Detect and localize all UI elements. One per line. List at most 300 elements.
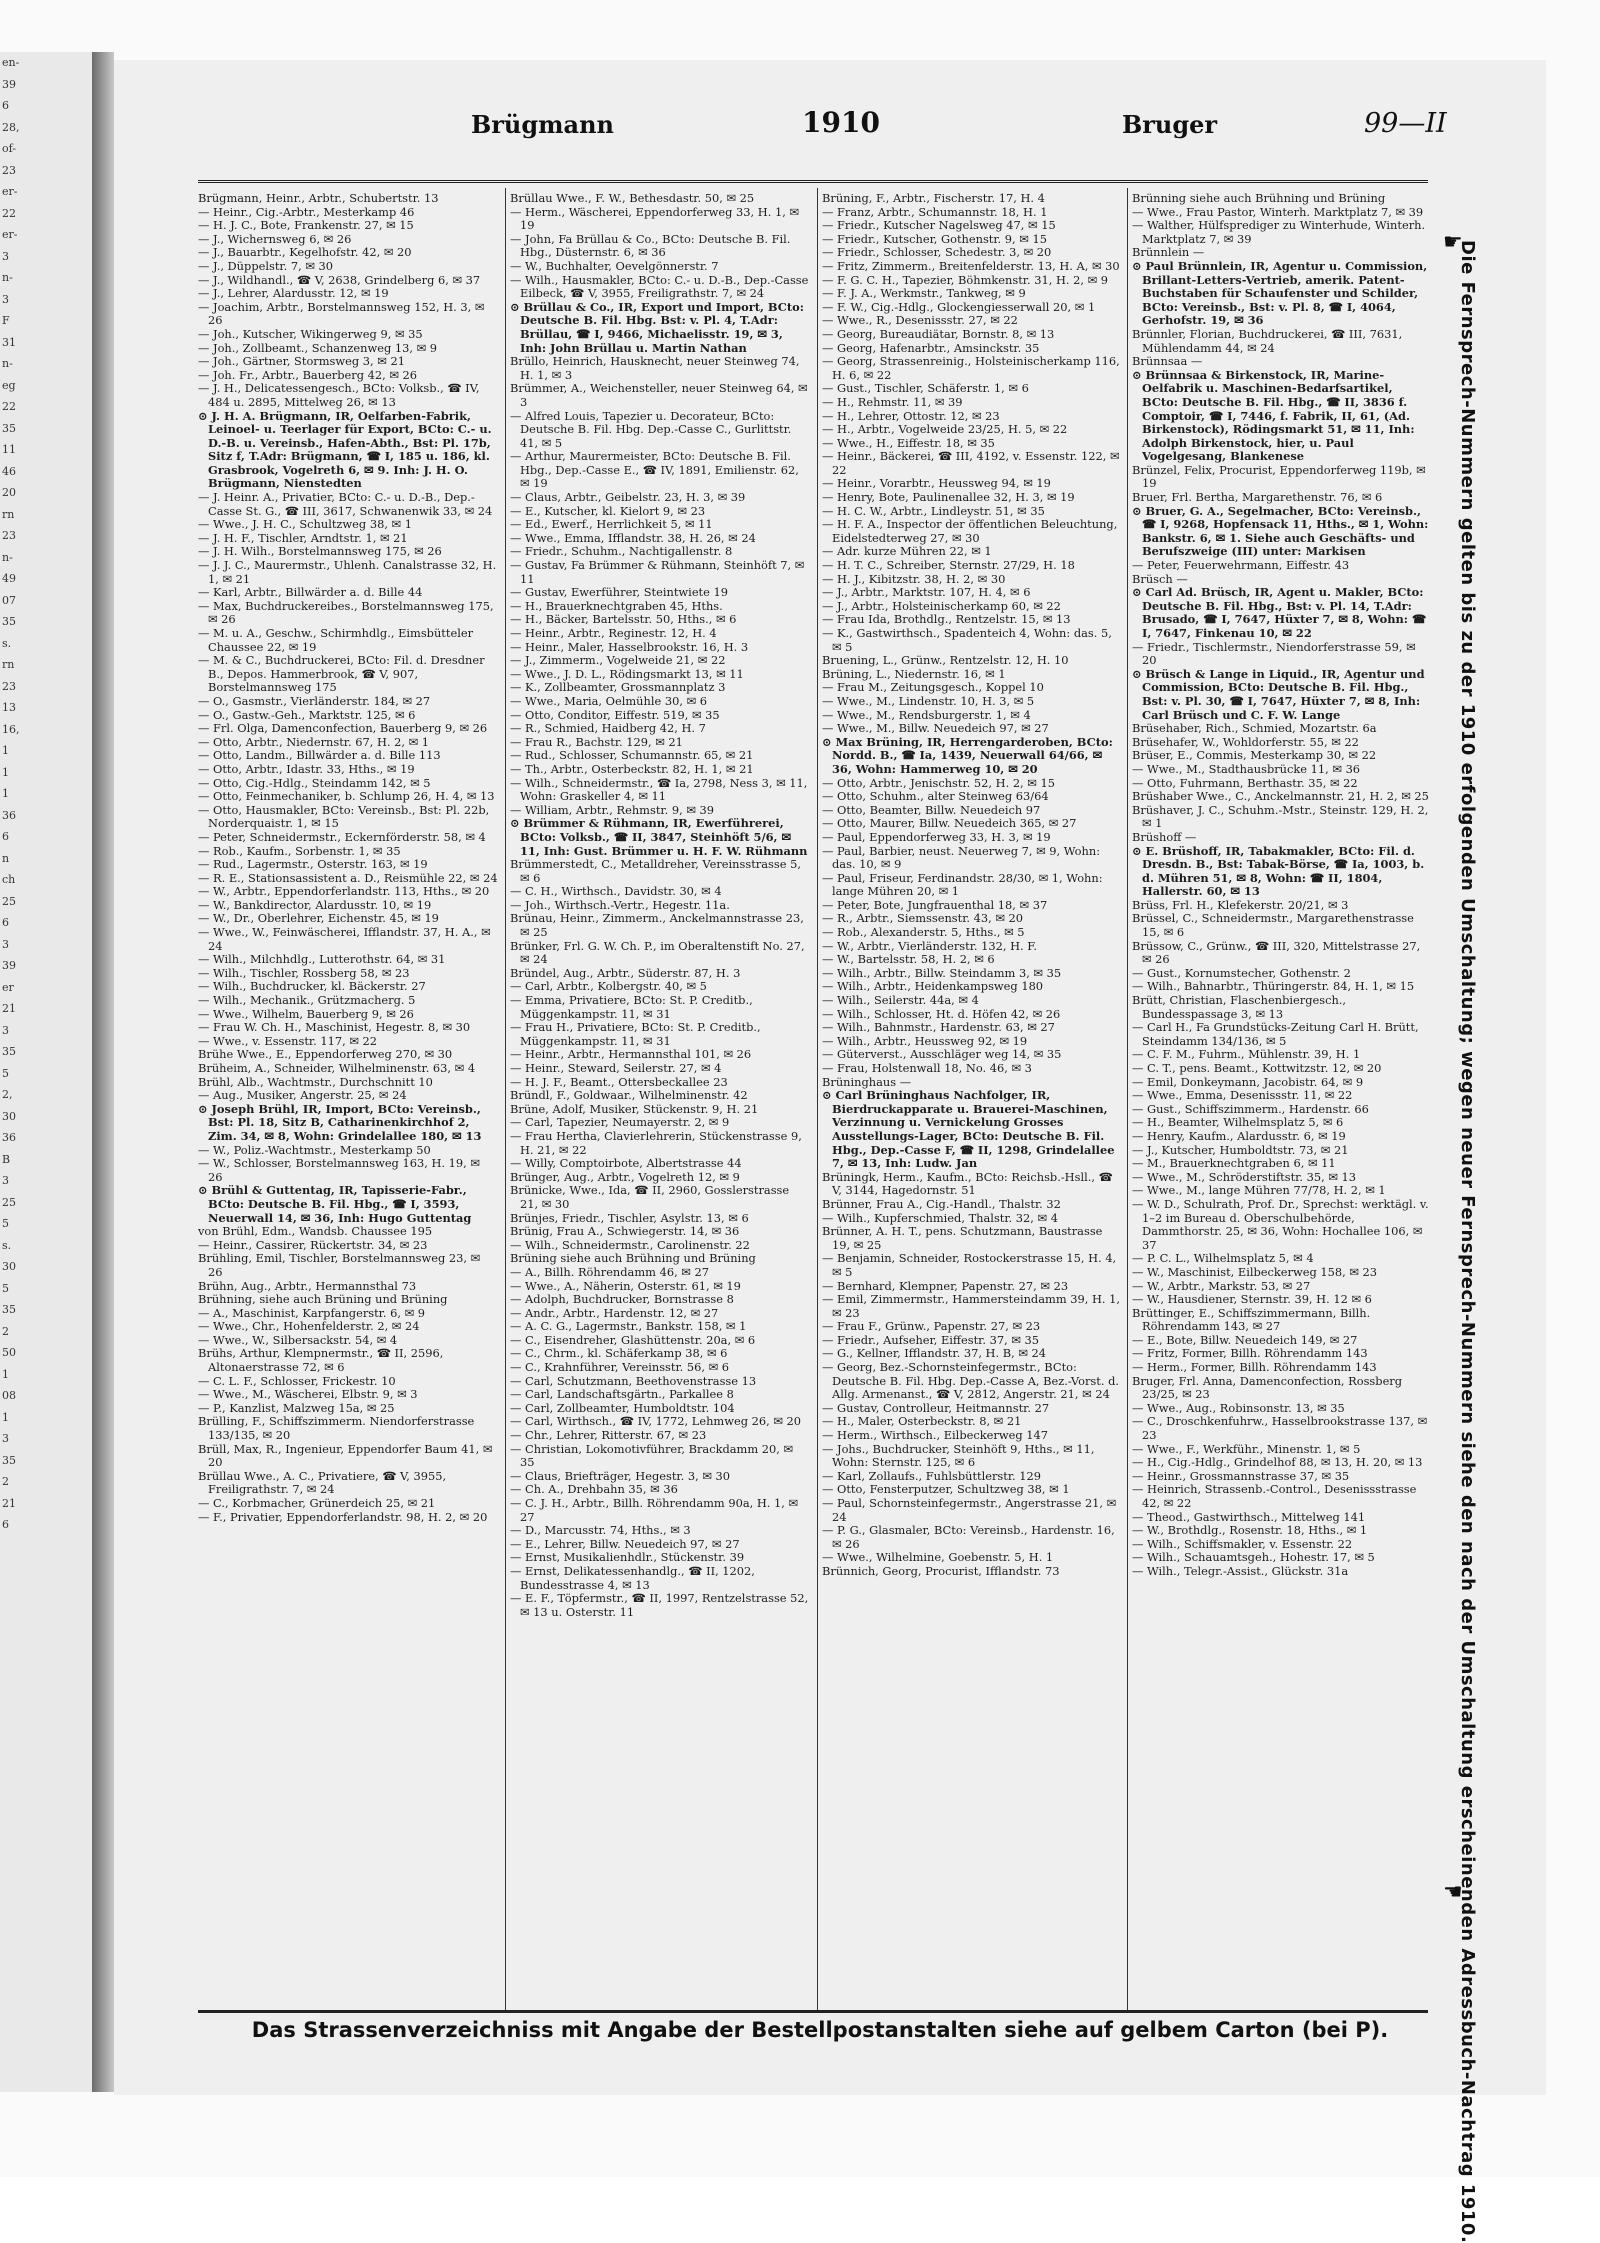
directory-entry: — Adolph, Buchdrucker, Bornstrasse 8 [510,1292,734,1307]
header-year: 1910 [802,106,880,139]
directory-entry: — Emma, Privatiere, BCto: St. P. Creditb., Müggenkampstr. 11, ✉ 31 [510,993,753,1021]
directory-entry: — Wwe., M., Stadthausbrücke 11, ✉ 36 [1132,761,1361,776]
directory-entry: — Friedr., Aufseher, Eiffestr. 37, ✉ 35 [822,1332,1040,1347]
directory-entry: — K., Zollbeamter, Grossmannplatz 3 [510,680,726,695]
margin-fragment: 5 [2,1066,9,1080]
margin-fragment: 1 [2,744,9,757]
directory-entry: Brüssel, C., Schneidermstr., Margarethenstrasse 15, ✉ 6 [1132,911,1414,940]
footer-rule [198,2010,1428,2013]
directory-entry: — H., Rehmstr. 11, ✉ 39 [822,394,963,409]
directory-entry: — Carl, Arbtr., Kolbergstr. 40, ✉ 5 [510,979,707,994]
directory-entry: — Otto, Feinmechaniker, b. Schlump 26, H. 4, ✉ 13 [198,789,495,804]
margin-fragment: n- [2,357,13,370]
directory-entry: — Wilh., Mechanik., Grützmacherg. 5 [198,993,416,1008]
directory-entry: — Wilh., Schneidermstr., ☎ Ia, 2798, Ness 3, ✉ 11, Wohn: Graskeller 4, ✉ 11 [510,775,808,804]
directory-entry: Brüshaver, J. C., Schuhm.-Mstr., Steinstr. 129, H. 2, ✉ 1 [1132,802,1429,831]
margin-fragment: 6 [2,1518,9,1531]
directory-entry: Brühn, Aug., Arbtr., Hermannsthal 73 [198,1278,417,1293]
directory-entry: — H., Beamter, Wilhelmsplatz 5, ✉ 6 [1132,1115,1344,1130]
directory-entry: — Gust., Schiffszimmerm., Hardenstr. 66 [1132,1101,1369,1116]
directory-entry: — Karl, Zollaufs., Fuhlsbüttlerstr. 129 [822,1468,1042,1483]
directory-entry: — Ch. A., Drehbahn 35, ✉ 36 [510,1482,678,1497]
directory-entry: — Gust., Tischler, Schäferstr. 1, ✉ 6 [822,381,1029,396]
directory-entry: — Ernst, Musikalienhdlr., Stückenstr. 39 [510,1550,745,1565]
directory-entry: — Wwe., Wilhelmine, Goebenstr. 5, H. 1 [822,1550,1054,1565]
directory-entry: — Carl, Schutzmann, Beethovenstrasse 13 [510,1373,757,1388]
directory-entry: — Heinr., Arbtr., Reginestr. 12, H. 4 [510,626,717,640]
directory-entry: — P. C. L., Wilhelmsplatz 5, ✉ 4 [1132,1251,1314,1266]
directory-entry: — F., Privatier, Eppendorferlandstr. 98, H. 2, ✉ 20 [198,1509,488,1524]
directory-entry: ⊙ Max Brüning, IR, Herrengarderoben, BCto: Nordd. B., ☎ Ia, 1439, Neuerwall 64/66, ✉ 36, Wohn: Hammerweg 10, ✉ 20 [822,734,1113,776]
directory-entry: — Wilh., Schiffsmakler, v. Essenstr. 22 [1132,1536,1353,1551]
directory-entry: ⊙ Brünnsaa & Birkenstock, IR, Marine-Oelfabrik u. Maschinen-Bedarfsartikel, BCto: Deutsche B. Fil. Hbg., ☎ II, 3836 f. Comptoir, ☎ I, 7446, f. Fabrik, II, 61, (Ad. Birkenstock), Rödingsmarkt 51, ✉ 11, Inh: Adolph Birkenstock, hier, u. Paul Vogelgesang, Blankenese [1132,367,1415,464]
directory-column-3 [822,192,1122,2182]
pointing-hand-icon: ☛ [1443,230,1463,255]
directory-entry: Brünicke, Wwe., Ida, ☎ II, 2960, Gosslerstrasse 21, ✉ 30 [510,1183,790,1211]
directory-entry: — C., Chrm., kl. Schäferkamp 38, ✉ 6 [510,1346,728,1361]
directory-entry: — Wilh., Milchhdlg., Lutterothstr. 64, ✉ 31 [198,952,446,967]
pointing-hand-icon: ☚ [1443,1880,1463,1905]
margin-fragment: 5 [2,1281,9,1295]
directory-entry: — Frau M., Zeitungsgesch., Koppel 10 [822,680,1044,695]
directory-entry: — Franz, Arbtr., Schumannstr. 18, H. 1 [822,204,1048,219]
directory-entry: — Heinr., Bäckerei, ☎ III, 4192, v. Essenstr. 122, ✉ 22 [822,449,1120,477]
directory-entry: — J., Lehrer, Alardusstr. 12, ✉ 19 [198,286,389,301]
margin-fragment: 50 [2,1346,16,1359]
directory-entry: — J. Heinr. A., Privatier, BCto: C.- u. D.-B., Dep.-Casse St. G., ☎ III, 3617, Schwanenwik 33, ✉ 24 [198,490,493,518]
column-divider [1127,188,1128,2010]
directory-entry: — Heinr., Cig.-Arbtr., Mesterkamp 46 [198,204,415,219]
directory-entry: — Wwe., H., Eiffestr. 18, ✉ 35 [822,435,995,450]
directory-entry: — J., Bauarbtr., Kegelhofstr. 42, ✉ 20 [198,245,412,260]
margin-fragment: 3 [2,292,9,306]
directory-entry: — H., Brauerknechtgraben 45, Hths. [510,598,723,613]
directory-entry: — Joh., Zollbeamt., Schanzenweg 13, ✉ 9 [198,340,438,355]
directory-entry: — Joh., Wirthsch.-Vertr., Hegestr. 11a. [510,897,730,912]
directory-entry: — D., Marcusstr. 74, Hths., ✉ 3 [510,1523,691,1538]
margin-fragment: 6 [2,99,9,112]
directory-entry: — Emil, Zimmermstr., Hammersteindamm 39, H. 1, ✉ 23 [822,1292,1121,1320]
directory-entry: — Th., Arbtr., Osterbeckstr. 82, H. 1, ✉ 21 [510,761,754,776]
directory-entry: — Wilh., Bahnarbtr., Thüringerstr. 84, H. 1, ✉ 15 [1132,979,1415,994]
directory-entry: Brühs, Arthur, Klempnermstr., ☎ II, 2596, Altonaerstrasse 72, ✉ 6 [198,1346,444,1375]
directory-entry: Brüser, E., Commis, Mesterkamp 30, ✉ 22 [1132,748,1377,763]
margin-fragment: 35 [2,1453,16,1467]
margin-fragment: s. [2,1238,12,1252]
directory-entry: — Paul, Eppendorferweg 33, H. 3, ✉ 19 [822,829,1051,844]
directory-entry: — Wwe., M., lange Mühren 77/78, H. 2, ✉ 1 [1132,1183,1386,1198]
directory-entry: Brünnsaa — [1132,354,1203,369]
directory-entry: — A. C. G., Lagermstr., Bankstr. 158, ✉ 1 [510,1319,747,1334]
margin-fragment: 6 [2,830,9,843]
directory-entry: ⊙ Carl Brüninghaus Nachfolger, IR, Bierdruckapparate u. Brauerei-Maschinen, Verzinnung u. Vernickelung Grosses Ausstellungs-Lager, BCto: Deutsche B. Fil. Hbg., Dep.-Casse F, ☎ II, 1298, Grindelallee 7, ✉ 13, Inh: Ludw. Jan [822,1088,1115,1171]
directory-entry: — Gustav, Controlleur, Heitmannstr. 27 [822,1400,1050,1415]
directory-entry: — Friedr., Schlosser, Schedestr. 3, ✉ 20 [822,245,1052,260]
directory-entry: — Arthur, Maurermeister, BCto: Deutsche B. Fil. Hbg., Dep.-Casse E., ☎ IV, 1891, Emilienstr. 62, ✉ 19 [510,449,799,491]
directory-entry: — J. H., Delicatessengesch., BCto: Volksb., ☎ IV, 484 u. 2895, Mittelweg 26, ✉ 13 [198,381,480,409]
directory-entry: — F. G. C. H., Tapezier, Böhmkenstr. 31, H. 2, ✉ 9 [822,272,1109,287]
directory-entry: — Benjamin, Schneider, Rostockerstrasse 15, H. 4, ✉ 5 [822,1251,1117,1279]
directory-entry: ⊙ J. H. A. Brügmann, IR, Oelfarben-Fabrik, Leinoel- u. Teerlager für Export, BCto: C.- u. D.-B. u. Vereinsb., Hafen-Abth., Bst: Pl. 17b, Sitz f, T.Adr: Brügmann, ☎ I, 185 u. 186, kl. Grasbrook, Vogelreth 6, ✉ 9. Inh: J. H. O. Brügmann, Nienstedten [198,408,492,491]
margin-fragment: 25 [2,894,16,908]
directory-entry: — W., Hausdiener, Sternstr. 39, H. 12 ✉ 6 [1132,1292,1372,1307]
directory-entry: — E., Kutscher, kl. Kielort 9, ✉ 23 [510,503,706,518]
directory-entry: Bruer, Frl. Bertha, Margarethenstr. 76, ✉ 6 [1132,490,1383,505]
directory-entry: ⊙ Joseph Brühl, IR, Import, BCto: Vereinsb., Bst: Pl. 18, Sitz B, Catharinenkirchhof 2, Zim. 34, ✉ 8, Wohn: Grindelallee 180, ✉ 13 [198,1101,482,1143]
directory-column-4 [1132,192,1430,2182]
header-last-name: Bruger [1122,110,1218,139]
directory-entry: — Frau Hertha, Clavierlehrerin, Stückenstrasse 9, H. 21, ✉ 22 [510,1128,802,1157]
directory-entry: Bründl, F., Goldwaar., Wilhelminenstr. 42 [510,1088,748,1103]
directory-entry: — Otto, Beamter, Billw. Neuedeich 97 [822,802,1041,817]
margin-fragment: B [2,1152,11,1166]
margin-fragment: n- [2,271,13,284]
directory-entry: — Otto, Fuhrmann, Berthastr. 35, ✉ 22 [1132,775,1358,790]
directory-entry: Brüninghaus — [822,1074,912,1089]
directory-entry: — Peter, Bote, Jungfrauenthal 18, ✉ 37 [822,897,1048,912]
header-rule [198,180,1428,183]
column-divider [817,188,818,2010]
margin-fragment: 16, [2,722,20,736]
directory-entry: — Fritz, Former, Billh. Röhrendamm 143 [1132,1346,1368,1361]
directory-entry: — Heinr., Cassirer, Rückertstr. 34, ✉ 23 [198,1237,428,1252]
margin-fragment: 35 [2,1303,16,1316]
directory-entry: ⊙ Brühl & Guttentag, IR, Tapisserie-Fabr., BCto: Deutsche B. Fil. Hbg., ☎ I, 3593, Neuerwall 14, ✉ 36, Inh: Hugo Guttentag [198,1183,472,1225]
directory-entry: — Andr., Arbtr., Hardenstr. 12, ✉ 27 [510,1305,719,1320]
directory-entry: Brünner, A. H. T., pens. Schutzmann, Baustrasse 19, ✉ 25 [822,1224,1103,1252]
directory-entry: — Rob., Alexanderstr. 5, Hths., ✉ 5 [822,925,1025,940]
directory-entry: — Wwe., M., Rendsburgerstr. 1, ✉ 4 [822,707,1031,722]
directory-entry: — J. J. C., Maurermstr., Uhlenh. Canalstrasse 32, H. 1, ✉ 21 [198,558,497,586]
directory-entry: ⊙ Bruer, G. A., Segelmacher, BCto: Vereinsb., ☎ I, 9268, Hopfensack 11, Hths., ✉ 1, Wohn: Bankstr. 6, ✉ 1. Siehe auch Geschäfts- und Berufszweige (III) unter: Markisen [1132,503,1429,559]
directory-entry: Brüllau Wwe., F. W., Bethesdastr. 50, ✉ 25 [510,192,755,205]
directory-entry: — E., Lehrer, Billw. Neuedeich 97, ✉ 27 [510,1536,740,1551]
directory-entry: — Frau W. Ch. H., Maschinist, Hegestr. 8, ✉ 30 [198,1020,471,1035]
directory-entry: — H. J. F., Beamt., Ottersbeckallee 23 [510,1074,728,1089]
directory-entry: — Aug., Musiker, Angerstr. 25, ✉ 24 [198,1088,407,1103]
directory-entry: — J. H. F., Tischler, Arndtstr. 1, ✉ 21 [198,530,408,545]
margin-fragment: 3 [2,937,9,951]
margin-fragment: eg [2,378,16,392]
directory-entry: Brünger, Aug., Arbtr., Vogelreth 12, ✉ 9 [510,1169,740,1184]
directory-entry: Brünjes, Friedr., Tischler, Asylstr. 13, ✉ 6 [510,1210,749,1225]
directory-entry: ⊙ Brüsch & Lange in Liquid., IR, Agentur und Commission, BCto: Deutsche B. Fil. Hbg., Bst: v. Pl. 30, ☎ I, 7647, Hüxter 7, ✉ 8, Inh: Carl Brüsch und C. F. W. Lange [1132,666,1425,722]
directory-entry: Brüheim, A., Schneider, Wilhelminenstr. 63, ✉ 4 [198,1061,476,1075]
directory-entry: — Wilh., Buchdrucker, kl. Bäckerstr. 27 [198,979,426,994]
margin-fragment: 36 [2,808,16,822]
directory-entry: — Wilh., Bahnmstr., Hardenstr. 63, ✉ 27 [822,1020,1055,1035]
directory-entry: — Friedr., Tischlermstr., Niendorferstrasse 59, ✉ 20 [1132,639,1416,668]
directory-entry: — Georg, Bureaudiätar, Bornstr. 8, ✉ 13 [822,326,1055,341]
directory-entry: — Heinr., Arbtr., Hermannsthal 101, ✉ 26 [510,1047,752,1062]
directory-entry: — C. T., pens. Beamt., Kottwitzstr. 12, ✉ 20 [1132,1061,1382,1075]
directory-entry: — Johs., Buchdrucker, Steinhöft 9, Hths., ✉ 11, Wohn: Sternstr. 125, ✉ 6 [822,1441,1095,1470]
margin-fragment: 30 [2,1109,16,1123]
directory-entry: Brühning, siehe auch Brüning und Brüning [198,1292,448,1307]
side-notice: Die Fernsprech-Nummern gelten bis zu der 1910 erfolgenden Umschaltung; wegen neuer Fernsprech-Nummern siehe den nach der Umschaltung erscheinenden Adressbuch-Nachtrag 1910. [1457,240,1478,2243]
directory-entry: — Heinrich, Strassenb.-Control., Desenissstrasse 42, ✉ 22 [1132,1482,1417,1510]
directory-entry: — G., Kellner, Ifflandstr. 37, H. B, ✉ 24 [822,1346,1047,1361]
directory-column-2 [510,192,810,2182]
directory-entry: — Adr. kurze Mühren 22, ✉ 1 [822,544,992,559]
directory-entry: — Wilh., Telegr.-Assist., Glückstr. 31a [1132,1563,1349,1578]
directory-entry: — E., Bote, Billw. Neuedeich 149, ✉ 27 [1132,1332,1358,1347]
directory-entry: — R., Arbtr., Siemssenstr. 43, ✉ 20 [822,911,1024,926]
directory-entry: — W., Maschinist, Eilbeckerweg 158, ✉ 23 [1132,1264,1378,1279]
directory-entry: — E. F., Töpfermstr., ☎ II, 1997, Rentzelstrasse 52, ✉ 13 u. Osterstr. 11 [510,1591,809,1619]
directory-entry: — Wwe., W., Silbersackstr. 54, ✉ 4 [198,1332,398,1347]
margin-fragment: 08 [2,1389,16,1402]
margin-fragment: 23 [2,529,16,542]
margin-fragment: 20 [2,486,16,499]
margin-fragment: 23 [2,163,16,177]
directory-entry: Brüttinger, E., Schiffszimmermann, Billh. Röhrendamm 143, ✉ 27 [1132,1305,1371,1334]
directory-entry: ⊙ Paul Brünnlein, IR, Agentur u. Commission, Brillant-Letters-Vertrieb, amerik. Patent-Buchstaben für Schaufenster und Schilder, BCto: Vereinsb., Bst: v. Pl. 8, ☎ I, 4064, Gerhofstr. 19, ✉ 36 [1132,258,1428,328]
directory-entry: — Herm., Wäscherei, Eppendorferweg 33, H. 1, ✉ 19 [510,204,799,233]
directory-entry: — W., Arbtr., Vierländerstr. 132, H. F. [822,938,1038,953]
directory-entry: — Wwe., v. Essenstr. 117, ✉ 22 [198,1033,377,1048]
directory-entry: Brüsehafer, W., Wohldorferstr. 55, ✉ 22 [1132,734,1359,749]
margin-fragment: 22 [2,206,16,220]
directory-entry: — H., Cig.-Hdlg., Grindelhof 88, ✉ 13, H. 20, ✉ 13 [1132,1455,1423,1470]
directory-entry: — J., Wildhandl., ☎ V, 2638, Grindelberg 6, ✉ 37 [198,272,481,287]
directory-entry: Brüss, Frl. H., Klefekerstr. 20/21, ✉ 3 [1132,897,1349,912]
directory-entry: — O., Gasmstr., Vierländerstr. 184, ✉ 27 [198,693,431,708]
directory-entry: — Frau Ida, Brothdlg., Rentzelstr. 15, ✉ 13 [822,612,1071,627]
header-page-number: 99—II [1364,108,1447,139]
directory-entry: Brüningk, Herm., Kaufm., BCto: Reichsb.-Hsll., ☎ V, 3144, Hagedornstr. 51 [822,1169,1113,1198]
directory-entry: — F. W., Cig.-Hdlg., Glockengiesserwall 20, ✉ 1 [822,299,1096,314]
margin-fragment: 2 [2,1475,9,1488]
directory-entry: — C. F. M., Fuhrm., Mühlenstr. 39, H. 1 [1132,1047,1361,1062]
directory-entry: — H., Lehrer, Ottostr. 12, ✉ 23 [822,408,1000,423]
directory-entry: — Fritz, Zimmerm., Breitenfelderstr. 13, H. A, ✉ 30 [822,258,1120,273]
margin-fragment: 35 [2,1045,16,1058]
directory-entry: Brünnich, Georg, Procurist, Ifflandstr. 73 [822,1563,1060,1578]
directory-entry: Brühling, Emil, Tischler, Borstelmannsweg 23, ✉ 26 [198,1251,481,1279]
directory-entry: — J., Düppelstr. 7, ✉ 30 [198,258,333,273]
directory-entry: — Wwe., R., Desenissstr. 27, ✉ 22 [822,313,1018,328]
directory-entry: — Wwe., Maria, Oelmühle 30, ✉ 6 [510,693,707,708]
directory-entry: — John, Fa Brüllau & Co., BCto: Deutsche B. Fil. Hbg., Düsternstr. 6, ✉ 36 [510,231,791,260]
directory-entry: — Herm., Former, Billh. Röhrendamm 143 [1132,1360,1377,1375]
directory-entry: Brüllo, Heinrich, Hausknecht, neuer Steinweg 74, H. 1, ✉ 3 [510,354,800,382]
directory-entry: — Joh., Kutscher, Wikingerweg 9, ✉ 35 [198,326,423,341]
column-divider [505,188,506,2010]
book-gutter [92,52,114,2092]
directory-entry: — W., Arbtr., Markstr. 53, ✉ 27 [1132,1278,1311,1293]
directory-entry: Brünig, Frau A., Schwiegerstr. 14, ✉ 36 [510,1224,740,1239]
directory-entry: Brütt, Christian, Flaschenbiergesch., Bundesspassage 3, ✉ 13 [1132,993,1347,1021]
directory-entry: — Frl. Olga, Damenconfection, Bauerberg 9, ✉ 26 [198,721,488,736]
directory-entry: — Georg, Hafenarbtr., Amsinckstr. 35 [822,340,1040,355]
directory-entry: — Ed., Ewerf., Herrlichkeit 5, ✉ 11 [510,517,713,532]
directory-entry: Brüssow, C., Grünw., ☎ III, 320, Mittelstrasse 27, ✉ 26 [1132,938,1421,967]
directory-entry: — Wilh., Seilerstr. 44a, ✉ 4 [822,993,979,1008]
directory-column-1 [198,192,498,2182]
directory-entry: — Carl, Wirthsch., ☎ IV, 1772, Lehmweg 26, ✉ 20 [510,1414,802,1429]
margin-fragment: 6 [2,916,9,929]
directory-entry: — W., Schlosser, Borstelmannsweg 163, H. 19, ✉ 26 [198,1156,480,1184]
directory-entry: — Otto, Conditor, Eiffestr. 519, ✉ 35 [510,707,720,722]
margin-fragment: rn [2,658,15,671]
directory-entry: Brünker, Frl. G. W. Ch. P., im Oberaltenstift No. 27, ✉ 24 [510,938,805,967]
directory-entry: — Frau F., Grünw., Papenstr. 27, ✉ 23 [822,1319,1041,1334]
directory-entry: — Otto, Arbtr., Jenischstr. 52, H. 2, ✉ 15 [822,775,1055,790]
directory-entry: Brünning siehe auch Brühning und Brüning [1132,192,1386,205]
margin-fragment: er- [2,185,18,198]
directory-entry: — W., Buchhalter, Oevelgönnerstr. 7 [510,258,719,273]
directory-entry: — Frau R., Bachstr. 129, ✉ 21 [510,734,683,749]
directory-entry: — Heinr., Vorarbtr., Heussweg 94, ✉ 19 [822,476,1051,491]
directory-entry: — Wwe., A., Näherin, Osterstr. 61, ✉ 19 [510,1278,741,1293]
directory-entry: ⊙ Carl Ad. Brüsch, IR, Agent u. Makler, BCto: Deutsche B. Fil. Hbg., Bst: v. Pl. 14, T.Adr: Brusado, ☎ I, 7647, Hüxter 7, ✉ 8, Wohn: ☎ I, 7647, Finkenau 10, ✉ 22 [1132,585,1427,640]
margin-fragment: 2 [2,1324,9,1338]
directory-entry: — W., Bartelsstr. 58, H. 2, ✉ 6 [822,952,995,967]
directory-entry: — Frau, Holstenwall 18, No. 46, ✉ 3 [822,1061,1032,1075]
directory-entry: — Emil, Donkeymann, Jacobistr. 64, ✉ 9 [1132,1074,1364,1089]
directory-entry: — Max, Buchdruckereibes., Borstelmannsweg 175, ✉ 26 [198,598,494,627]
directory-entry: Brüsehaber, Rich., Schmied, Mozartstr. 6a [1132,721,1377,736]
directory-entry: von Brühl, Edm., Wandsb. Chaussee 195 [198,1224,433,1239]
directory-entry: — Chr., Lehrer, Ritterstr. 67, ✉ 23 [510,1428,707,1443]
directory-entry: — Wilh., Kupferschmied, Thalstr. 32, ✉ 4 [822,1210,1058,1225]
directory-entry: — C. H., Wirthsch., Davidstr. 30, ✉ 4 [510,884,722,899]
directory-entry: — J., Kutscher, Humboldtstr. 73, ✉ 21 [1132,1142,1349,1157]
directory-entry: — H., Bäcker, Bartelsstr. 50, Hths., ✉ 6 [510,612,737,627]
directory-entry: Brünau, Heinr., Zimmerm., Anckelmannstrasse 23, ✉ 25 [510,911,804,940]
directory-entry: — Peter, Schneidermstr., Eckernförderstr. 58, ✉ 4 [198,829,486,844]
margin-fragment: rn [2,507,15,521]
directory-entry: — Claus, Briefträger, Hegestr. 3, ✉ 30 [510,1468,730,1483]
directory-entry: — Wwe., M., Billw. Neuedeich 97, ✉ 27 [822,721,1049,736]
directory-entry: — Wwe., M., Schröderstiftstr. 35, ✉ 13 [1132,1169,1357,1184]
margin-fragment: s. [2,636,12,650]
margin-fragment: 1 [2,1367,9,1381]
directory-entry: — Wwe., J. H. C., Schultzweg 38, ✉ 1 [198,517,412,532]
directory-entry: Bruger, Frl. Anna, Damenconfection, Rossberg 23/25, ✉ 23 [1132,1373,1403,1402]
directory-entry: — W., Bankdirector, Alardusstr. 10, ✉ 19 [198,897,432,912]
directory-entry: — Paul, Barbier, neust. Neuerweg 7, ✉ 9, Wohn: das. 10, ✉ 9 [822,843,1101,872]
directory-entry: — Alfred Louis, Tapezier u. Decorateur, BCto: Deutsche B. Fil. Hbg. Dep.-Casse C., Gurlittstr. 41, ✉ 5 [510,408,792,450]
directory-entry: — W., Arbtr., Eppendorferlandstr. 113, Hths., ✉ 20 [198,884,490,899]
directory-entry: Brüll, Max, R., Ingenieur, Eppendorfer Baum 41, ✉ 20 [198,1441,493,1470]
directory-entry: — Christian, Lokomotivführer, Brackdamm 20, ✉ 35 [510,1441,794,1470]
directory-entry: — M. & C., Buchdruckerei, BCto: Fil. d. Dresdner B., Depos. Hammerbrook, ☎ V, 907, Borstelmannsweg 175 [198,653,485,695]
directory-entry: — C., Droschkenfuhrw., Hasselbrookstrasse 137, ✉ 23 [1132,1414,1428,1443]
margin-fragment: of- [2,142,17,155]
directory-entry: — Friedr., Kutscher Nagelsweg 47, ✉ 15 [822,218,1056,233]
footer-note: Das Strassenverzeichniss mit Angabe der Bestellpostanstalten siehe auf gelbem Carton (bei P). [251,2018,1389,2042]
directory-entry: — Wwe., J. D. L., Rödingsmarkt 13, ✉ 11 [510,666,744,681]
margin-fragment: ch [2,873,16,886]
directory-entry: — W., Poliz.-Wachtmstr., Mesterkamp 50 [198,1142,431,1157]
directory-entry: — Georg, Bez.-Schornsteinfegermstr., BCto: Deutsche B. Fil. Hbg. Dep.-Casse A, Bez.-Vorst. d. Allg. Armenanst., ☎ V, 2812, Angerstr. 21, ✉ 24 [822,1360,1119,1402]
margin-fragment: 21 [2,1496,16,1510]
directory-entry: — H. F. A., Inspector der öffentlichen Beleuchtung, Eidelstedterweg 27, ✉ 30 [822,517,1118,545]
directory-entry: Brüne, Adolf, Musiker, Stückenstr. 9, H. 21 [510,1101,759,1116]
margin-fragment: 23 [2,679,16,693]
directory-entry: Brüshaber Wwe., C., Anckelmannstr. 21, H. 2, ✉ 25 [1132,789,1429,804]
directory-entry: — Otto, Arbtr., Niedernstr. 67, H. 2, ✉ 1 [198,734,430,749]
directory-entry: Brüsch — [1132,571,1188,586]
margin-fragment: 46 [2,464,16,478]
directory-entry: — Frau H., Privatiere, BCto: St. P. Creditb., Müggenkampstr. 11, ✉ 31 [510,1020,761,1048]
directory-entry: — Wilh., Schlosser, Ht. d. Höfen 42, ✉ 26 [822,1006,1061,1021]
directory-entry: — Carl H., Fa Grundstücks-Zeitung Carl H. Brütt, Steindamm 134/136, ✉ 5 [1132,1020,1419,1048]
directory-entry: — C. L. F., Schlosser, Frickestr. 10 [198,1373,396,1388]
directory-entry: — Wilh., Arbtr., Heussweg 92, ✉ 19 [822,1033,1028,1048]
directory-entry: — Carl, Tapezier, Neumayerstr. 2, ✉ 9 [510,1115,730,1130]
directory-entry: — J. H. Wilh., Borstelmannsweg 175, ✉ 26 [198,544,442,559]
directory-entry: — K., Gastwirthsch., Spadenteich 4, Wohn: das. 5, ✉ 5 [822,626,1112,654]
directory-entry: — Otto, Cig.-Hdlg., Steindamm 142, ✉ 5 [198,775,431,790]
margin-fragment: 2, [2,1088,13,1101]
directory-entry: — Joh., Gärtner, Stormsweg 3, ✉ 21 [198,354,405,369]
directory-entry: — A., Billh. Röhrendamm 46, ✉ 27 [510,1264,709,1279]
directory-entry: Brüshoff — [1132,829,1197,844]
directory-entry: Brümmer, A., Weichensteller, neuer Steinweg 64, ✉ 3 [510,381,808,409]
directory-entry: Brünzel, Felix, Procurist, Eppendorferweg 119b, ✉ 19 [1132,462,1426,491]
directory-entry: — Willy, Comptoirbote, Albertstrasse 44 [510,1156,742,1171]
directory-entry: — Georg, Strassenreinig., Holsteinischerkamp 116, H. 6, ✉ 22 [822,354,1120,382]
directory-entry: ⊙ Brüllau & Co., IR, Export und Import, BCto: Deutsche B. Fil. Hbg. Bst: v. Pl. 4, T.Adr: Brüllau, ☎ I, 9466, Michaelisstr. 19, ✉ 3, Inh: John Brüllau u. Martin Nathan [510,299,804,355]
directory-entry: — J., Arbtr., Holsteinischerkamp 60, ✉ 22 [822,598,1061,613]
directory-entry: Brülling, F., Schiffszimmerm. Niendorferstrasse 133/135, ✉ 20 [198,1414,475,1443]
directory-entry: Brünnlein — [1132,245,1205,260]
directory-entry: — J., Wichernsweg 6, ✉ 26 [198,231,352,246]
directory-entry: — Friedr., Kutscher, Gothenstr. 9, ✉ 15 [822,231,1047,246]
directory-entry: Brünner, Frau A., Cig.-Handl., Thalstr. 32 [822,1196,1061,1211]
directory-entry: — Wwe., W., Feinwäscherei, Ifflandstr. 37, H. A., ✉ 24 [198,925,491,953]
directory-entry: Brühl, Alb., Wachtmstr., Durchschnitt 10 [198,1074,433,1089]
directory-entry: — Otto, Maurer, Billw. Neuedeich 365, ✉ 27 [822,816,1077,831]
directory-entry: — W., Dr., Oberlehrer, Eichenstr. 45, ✉ 19 [198,911,439,926]
directory-entry: — W., Brothdlg., Rosenstr. 18, Hths., ✉ 1 [1132,1523,1368,1538]
directory-entry: Brüning siehe auch Brühning und Brüning [510,1251,756,1266]
directory-entry: Brüning, F., Arbtr., Fischerstr. 17, H. 4 [822,192,1045,205]
directory-entry: — Bernhard, Klempner, Papenstr. 27, ✉ 23 [822,1278,1069,1293]
directory-entry: — P., Kanzlist, Malzweg 15a, ✉ 25 [198,1400,395,1415]
directory-entry: — Otto, Hausmakler, BCto: Vereinsb., Bst: Pl. 22b, Norderquaistr. 1, ✉ 15 [198,802,490,831]
directory-entry: — C. J. H., Arbtr., Billh. Röhrendamm 90a, H. 1, ✉ 27 [510,1496,799,1524]
directory-entry: ⊙ Brümmer & Rühmann, IR, Ewerführerei, BCto: Volksb., ☎ II, 3847, Steinhöft 5/6, ✉ 11, Inh: Gust. Brümmer u. H. F. W. Rühmann [510,816,808,858]
directory-entry: — Wwe., M., Wäscherei, Elbstr. 9, ✉ 3 [198,1387,418,1402]
directory-entry: Brüning, L., Niedernstr. 16, ✉ 1 [822,666,1006,681]
margin-fragment: 39 [2,77,16,91]
directory-entry: — W. D., Schulrath, Prof. Dr., Sprechst: werktägl. v. 1–2 im Bureau d. Oberschulbehörde, Dammthorstr. 25, ✉ 36, Wohn: Hochallee 106, ✉ 37 [1132,1196,1429,1252]
directory-entry: — Joachim, Arbtr., Borstelmannsweg 152, H. 3, ✉ 26 [198,299,485,328]
directory-entry: — Wilh., Arbtr., Heidenkampsweg 180 [822,979,1044,994]
directory-entry: — Karl, Arbtr., Billwärder a. d. Bille 44 [198,585,423,600]
directory-entry: — Claus, Arbtr., Geibelstr. 23, H. 3, ✉ 39 [510,490,746,505]
directory-entry: — Wwe., F., Werkführ., Minenstr. 1, ✉ 5 [1132,1441,1361,1456]
directory-entry: — Otto, Schuhm., alter Steinweg 63/64 [822,789,1049,804]
directory-entry: Brünnler, Florian, Buchdruckerei, ☎ III, 7631, Mühlendamm 44, ✉ 24 [1132,326,1403,355]
directory-entry: — Paul, Schornsteinfegermstr., Angerstrasse 21, ✉ 24 [822,1496,1117,1524]
directory-entry: — Henry, Kaufm., Alardusstr. 6, ✉ 19 [1132,1128,1346,1143]
margin-fragment: 25 [2,1195,16,1209]
margin-fragment: er- [2,228,18,241]
directory-entry: — Gustav, Fa Brümmer & Rühmann, Steinhöft 7, ✉ 11 [510,558,805,586]
directory-entry: — F. J. A., Werkmstr., Tankweg, ✉ 9 [822,286,1026,301]
directory-entry: — Wwe., Chr., Hohenfelderstr. 2, ✉ 24 [198,1319,420,1334]
margin-fragment: 3 [2,1174,9,1187]
previous-page-margin [0,52,94,2092]
directory-entry: — Wwe., Emma, Desenissstr. 11, ✉ 22 [1132,1088,1353,1103]
directory-entry: — J., Zimmerm., Vogelweide 21, ✉ 22 [510,653,726,668]
directory-entry: Brümmerstedt, C., Metalldreher, Vereinsstrasse 5, ✉ 6 [510,857,801,885]
